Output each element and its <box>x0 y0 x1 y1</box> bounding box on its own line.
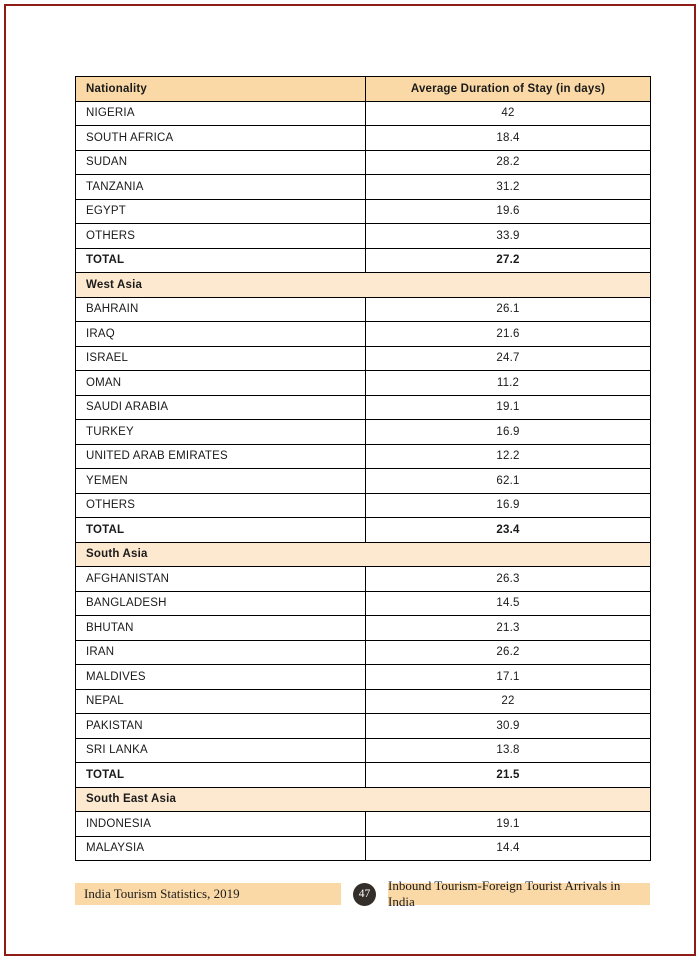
table-row <box>76 150 651 175</box>
value-cell: 14.5 <box>366 591 651 616</box>
section-label: West Asia <box>76 273 651 298</box>
table-row <box>76 714 651 739</box>
value-cell: 13.8 <box>366 738 651 763</box>
value-cell: 19.1 <box>366 395 651 420</box>
value-cell: 11.2 <box>366 371 651 396</box>
table-row <box>76 567 651 592</box>
total-row <box>76 518 651 543</box>
table-row <box>76 126 651 151</box>
table-row <box>76 371 651 396</box>
table-row <box>76 297 651 322</box>
value-cell: 19.6 <box>366 199 651 224</box>
section-label: South Asia <box>76 542 651 567</box>
value-cell: 17.1 <box>366 665 651 690</box>
nationality-cell: MALAYSIA <box>76 836 366 861</box>
value-cell: 24.7 <box>366 346 651 371</box>
value-cell: 26.3 <box>366 567 651 592</box>
nationality-cell: UNITED ARAB EMIRATES <box>76 444 366 469</box>
footer-right-text: Inbound Tourism-Foreign Tourist Arrivals in India <box>388 878 621 909</box>
nationality-cell: TURKEY <box>76 420 366 445</box>
nationality-cell: BANGLADESH <box>76 591 366 616</box>
nationality-cell: NIGERIA <box>76 101 366 126</box>
value-cell: 26.2 <box>366 640 651 665</box>
value-cell: 21.6 <box>366 322 651 347</box>
value-cell: 21.3 <box>366 616 651 641</box>
table-row <box>76 175 651 200</box>
value-cell: 27.2 <box>366 248 651 273</box>
header-row <box>76 77 651 102</box>
table-row <box>76 199 651 224</box>
nationality-cell: BHUTAN <box>76 616 366 641</box>
table-row <box>76 322 651 347</box>
table-row <box>76 493 651 518</box>
table-row <box>76 689 651 714</box>
table-row <box>76 812 651 837</box>
value-cell: 16.9 <box>366 493 651 518</box>
value-cell: 18.4 <box>366 126 651 151</box>
table-row <box>76 346 651 371</box>
nationality-cell: AFGHANISTAN <box>76 567 366 592</box>
nationality-cell: TANZANIA <box>76 175 366 200</box>
value-cell: 22 <box>366 689 651 714</box>
nationality-cell: SUDAN <box>76 150 366 175</box>
section-row <box>76 542 651 567</box>
nationality-cell: EGYPT <box>76 199 366 224</box>
value-cell: 14.4 <box>366 836 651 861</box>
value-cell: 23.4 <box>366 518 651 543</box>
table-row <box>76 420 651 445</box>
footer-left-text: India Tourism Statistics, 2019 <box>84 886 240 901</box>
value-cell: 28.2 <box>366 150 651 175</box>
total-row <box>76 248 651 273</box>
nationality-cell: PAKISTAN <box>76 714 366 739</box>
table-row <box>76 101 651 126</box>
page-footer <box>75 878 650 909</box>
table-row <box>76 224 651 249</box>
section-row <box>76 273 651 298</box>
footer-left-bar <box>75 883 341 905</box>
nationality-cell: IRAN <box>76 640 366 665</box>
section-row <box>76 787 651 812</box>
value-cell: 19.1 <box>366 812 651 837</box>
nationality-cell: ISRAEL <box>76 346 366 371</box>
column-header-duration: Average Duration of Stay (in days) <box>366 77 651 102</box>
section-label: South East Asia <box>76 787 651 812</box>
duration-of-stay-table <box>75 76 651 861</box>
nationality-cell: OTHERS <box>76 224 366 249</box>
table-row <box>76 640 651 665</box>
column-header-nationality: Nationality <box>76 77 366 102</box>
value-cell: 33.9 <box>366 224 651 249</box>
nationality-cell: NEPAL <box>76 689 366 714</box>
nationality-cell: MALDIVES <box>76 665 366 690</box>
value-cell: 26.1 <box>366 297 651 322</box>
nationality-cell: YEMEN <box>76 469 366 494</box>
footer-right-bar <box>388 878 650 909</box>
table-row <box>76 469 651 494</box>
nationality-cell: BAHRAIN <box>76 297 366 322</box>
nationality-cell: OTHERS <box>76 493 366 518</box>
value-cell: 16.9 <box>366 420 651 445</box>
table-row <box>76 616 651 641</box>
value-cell: 42 <box>366 101 651 126</box>
table-row <box>76 738 651 763</box>
page-number-badge <box>353 883 376 906</box>
value-cell: 21.5 <box>366 763 651 788</box>
table-row <box>76 444 651 469</box>
nationality-cell: IRAQ <box>76 322 366 347</box>
page-number: 47 <box>358 888 371 900</box>
table-row <box>76 395 651 420</box>
total-row <box>76 763 651 788</box>
nationality-cell: TOTAL <box>76 518 366 543</box>
nationality-cell: SRI LANKA <box>76 738 366 763</box>
table-row <box>76 836 651 861</box>
nationality-cell: SAUDI ARABIA <box>76 395 366 420</box>
nationality-cell: OMAN <box>76 371 366 396</box>
table-row <box>76 591 651 616</box>
nationality-cell: TOTAL <box>76 763 366 788</box>
value-cell: 62.1 <box>366 469 651 494</box>
value-cell: 31.2 <box>366 175 651 200</box>
nationality-cell: TOTAL <box>76 248 366 273</box>
value-cell: 30.9 <box>366 714 651 739</box>
nationality-cell: SOUTH AFRICA <box>76 126 366 151</box>
value-cell: 12.2 <box>366 444 651 469</box>
table-body <box>76 101 651 861</box>
table-row <box>76 665 651 690</box>
nationality-cell: INDONESIA <box>76 812 366 837</box>
